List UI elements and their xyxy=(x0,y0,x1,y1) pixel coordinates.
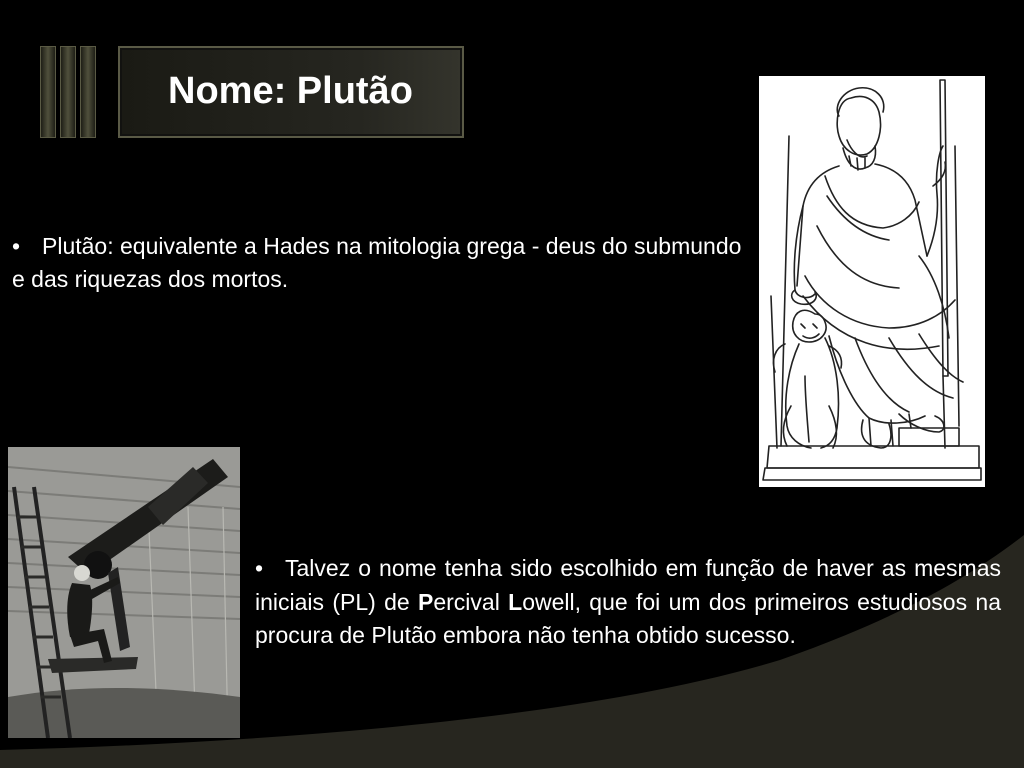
bullet-marker: • xyxy=(255,555,264,581)
title-decoration-bar xyxy=(60,46,76,138)
bold-initial-l: L xyxy=(508,588,523,615)
hades-image xyxy=(759,76,985,487)
bullet-text-2-part2: ercival xyxy=(433,588,509,615)
bold-initial-p: P xyxy=(418,588,434,615)
slide-title: Nome: Plutão xyxy=(168,70,413,112)
bullet-paragraph-2 xyxy=(255,552,1001,653)
bullet-text-2-part1: Talvez o nome tenha sido escolhido em função de haver as mesmas iniciais (PL) de xyxy=(255,555,1001,615)
bullet-text-2-part3: owell, que foi um dos primeiros estudiosos na procura de Plutão embora não tenha obtido sucesso. xyxy=(255,588,1001,648)
lowell-photo xyxy=(8,447,240,738)
bullet-marker: • xyxy=(12,233,21,259)
title-decoration-bar xyxy=(80,46,96,138)
title-decoration-bar xyxy=(40,46,56,138)
bullet-paragraph-1 xyxy=(12,230,742,296)
title-decoration xyxy=(40,46,104,136)
bullet-text-1: Plutão: equivalente a Hades na mitologia grega - deus do submundo e das riquezas dos mortos. xyxy=(12,233,742,292)
